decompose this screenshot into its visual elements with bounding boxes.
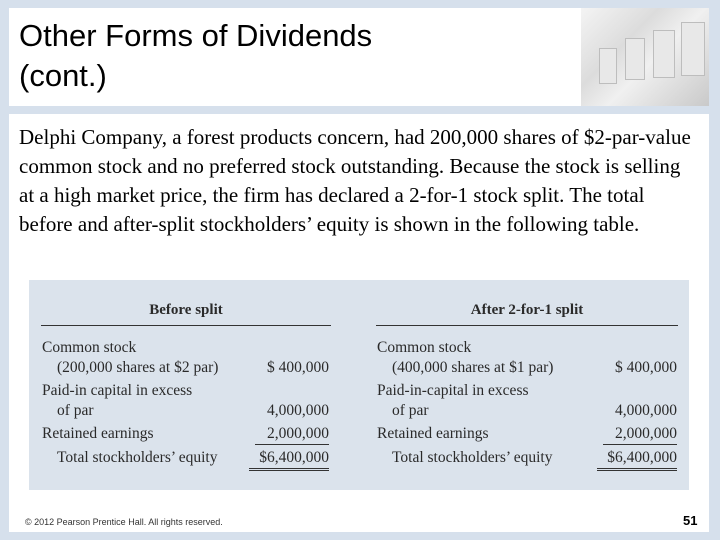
title-divider: [9, 106, 709, 114]
after-retained-value: 2,000,000: [603, 424, 677, 445]
before-total-label: Total stockholders’ equity: [57, 449, 218, 466]
before-paid-in-label: Paid-in capital in excess: [42, 382, 193, 399]
title-bar: [9, 8, 709, 106]
after-retained-label: Retained earnings: [377, 425, 489, 442]
after-common-stock-value: $ 400,000: [615, 359, 677, 376]
after-common-stock-detail: (400,000 shares at $1 par): [392, 359, 554, 376]
body-paragraph: Delphi Company, a forest products concern, had 200,000 shares of $2-par-value common stock and no preferred stock outstanding. Because the stock is selling at a high market price, the firm has declared a 2-for-1 stock split. The total before and after-split stockholders’ equity is shown in the following table.: [19, 125, 691, 236]
after-paid-in-label-2: of par: [392, 402, 429, 419]
before-common-stock-value: $ 400,000: [267, 359, 329, 376]
slide-title: Other Forms of Dividends (cont.): [19, 18, 373, 93]
before-retained-label: Retained earnings: [42, 425, 154, 442]
equity-table: [29, 280, 689, 490]
after-heading-rule: [376, 325, 678, 326]
before-common-stock-label: Common stock: [42, 339, 137, 356]
copyright-footer: © 2012 Pearson Prentice Hall. All rights reserved.: [25, 517, 223, 527]
before-paid-in-value: 4,000,000: [267, 402, 329, 419]
before-total-value: $6,400,000: [249, 448, 329, 471]
page-number: 51: [683, 513, 698, 528]
after-paid-in-value: 4,000,000: [615, 402, 677, 419]
after-split-heading: After 2-for-1 split: [470, 302, 584, 318]
after-total-value: $6,400,000: [597, 448, 677, 471]
before-split-heading: Before split: [149, 302, 223, 318]
after-common-stock-label: Common stock: [377, 339, 472, 356]
slide: [9, 8, 709, 532]
before-common-stock-detail: (200,000 shares at $2 par): [57, 359, 219, 376]
after-total-label: Total stockholders’ equity: [392, 449, 553, 466]
boardroom-photo: [581, 8, 709, 106]
before-paid-in-label-2: of par: [57, 402, 94, 419]
before-retained-value: 2,000,000: [255, 424, 329, 445]
before-heading-rule: [41, 325, 331, 326]
after-paid-in-label: Paid-in-capital in excess: [377, 382, 529, 399]
